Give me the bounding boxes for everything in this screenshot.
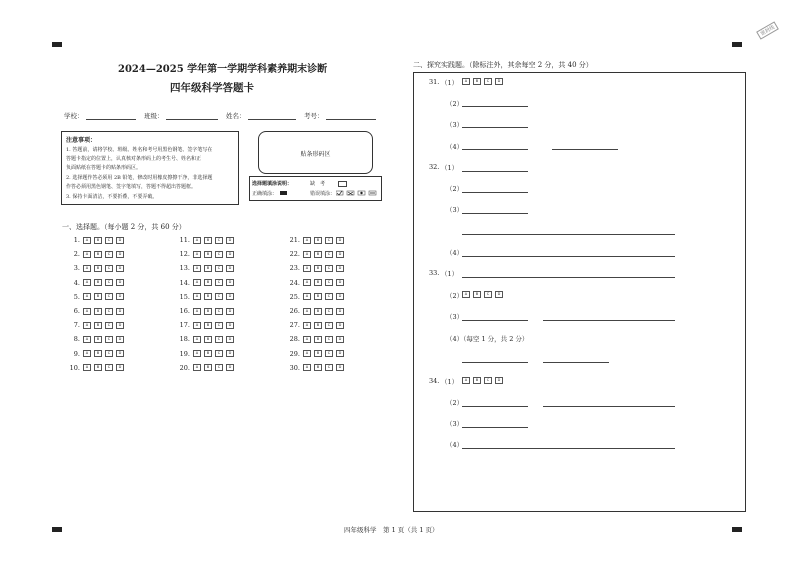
option-a-bubble[interactable]: A [303,364,311,371]
option-d-bubble[interactable]: D [336,293,344,300]
option-c-bubble[interactable]: C [215,322,223,329]
notice-box [61,131,239,205]
q32-part2: （2） [446,185,464,193]
option-c[interactable]: C [484,78,492,85]
option-a-bubble[interactable]: A [193,293,201,300]
mc-question-row [68,321,127,329]
mc-question-number: 24. [289,278,300,287]
option-b-bubble[interactable]: B [204,293,212,300]
option-b-bubble[interactable]: B [314,293,322,300]
q33-number: 33. [429,269,440,277]
option-b-bubble[interactable]: B [94,364,102,371]
option-a-bubble[interactable]: A [303,350,311,357]
option-d-bubble[interactable]: D [336,322,344,329]
option-d-bubble[interactable]: D [116,265,124,272]
exam-number-field[interactable] [326,119,376,120]
option-d-bubble[interactable]: D [226,336,234,343]
q31-answer-line-3[interactable] [462,127,528,128]
option-a-bubble[interactable]: A [193,364,201,371]
mc-question-row [178,279,237,287]
q34-part2: （2） [446,399,464,407]
mc-question-row [288,293,347,301]
mc-question-row [288,236,347,244]
mc-question-row [68,307,127,315]
q33-answer-line-3b[interactable] [543,320,675,321]
option-a-bubble[interactable]: A [193,336,201,343]
mc-question-number: 11. [179,236,190,244]
mc-question-row [288,335,347,343]
option-c-bubble[interactable]: C [325,336,333,343]
registration-mark [732,42,742,47]
mc-question-number: 13. [179,264,190,273]
mc-question-number: 20. [179,363,190,372]
q31-answer-line-4a[interactable] [462,149,528,150]
option-d-bubble[interactable]: D [116,364,124,371]
page-footer: 四年级科学 第 1 页（共 1 页） [344,526,439,534]
option-b-bubble[interactable]: B [94,251,102,258]
q32-answer-line-1[interactable] [462,171,528,172]
option-c-bubble[interactable]: C [325,322,333,329]
mc-question-number: 12. [179,250,190,259]
absent-label: 缺 考 [310,181,326,187]
option-c-bubble[interactable]: C [325,364,333,371]
q34-answer-line-3[interactable] [462,427,528,428]
option-b-bubble[interactable]: B [94,322,102,329]
q32-answer-line-2[interactable] [462,192,528,193]
option-c-bubble[interactable]: C [215,350,223,357]
option-c-bubble[interactable]: C [325,350,333,357]
q33-answer-line-1[interactable] [462,277,675,278]
q34-answer-line-2b[interactable] [543,406,675,407]
q33-options[interactable] [462,291,506,298]
option-c-bubble[interactable]: C [215,265,223,272]
notice-title: 注意事项： [66,137,97,144]
option-b-bubble[interactable]: B [204,350,212,357]
mc-question-number: 23. [289,264,300,273]
mc-question-row [178,264,237,272]
mc-question-number: 7. [73,321,80,330]
option-d-bubble[interactable]: D [336,237,344,244]
notice-line: 负面贴纸在答题卡的贴条形码区。 [66,165,142,171]
notice-line: 1. 答题前，请将学校、班级、姓名和考号用黑色钢笔、签字笔写在 [66,147,213,153]
mc-question-row [288,321,347,329]
option-a-bubble[interactable]: A [303,322,311,329]
q31-number: 31. [429,78,440,86]
mc-question-number: 27. [289,321,300,330]
mc-question-row [288,250,347,258]
option-d-bubble[interactable]: D [116,251,124,258]
option-c-bubble[interactable]: C [215,237,223,244]
option-b-bubble[interactable]: B [204,265,212,272]
option-c-bubble[interactable]: C [215,279,223,286]
mc-question-number: 15. [179,292,190,301]
q33-part2: （2） [446,292,464,300]
q34-answer-line-2a[interactable] [462,406,528,407]
barcode-label: 贴条形码区 [300,151,331,158]
q32-number: 32. [429,163,440,171]
option-b[interactable]: B [473,78,481,85]
option-a-bubble[interactable]: A [193,322,201,329]
exam-title: 2024—2025 学年第一学期学科素养期末诊断 [118,64,328,75]
q33-part1: （1） [441,270,459,278]
option-d-bubble[interactable]: D [226,265,234,272]
mc-question-row [178,307,237,315]
option-a-bubble[interactable]: A [83,293,91,300]
option-c-bubble[interactable]: C [325,293,333,300]
correct-fill-label: 正确填涂： [252,191,278,197]
mc-question-row [288,279,347,287]
option-a-bubble[interactable]: A [303,336,311,343]
option-c-bubble[interactable]: C [325,279,333,286]
q34-answer-line-4[interactable] [462,448,675,449]
option-c-bubble[interactable]: C [105,279,113,286]
q31-part2: （2） [446,100,464,108]
option-a-bubble[interactable]: A [83,279,91,286]
option-c-bubble[interactable]: C [105,322,113,329]
q32-answer-line-3b[interactable] [462,234,675,235]
wrong-fill-label: 错误填涂： [310,191,336,197]
mc-question-number: 9. [73,349,80,358]
mc-question-number: 5. [73,292,80,301]
class-label: 班级： [144,112,164,120]
option-c-bubble[interactable]: C [105,350,113,357]
option-d-bubble[interactable]: D [226,237,234,244]
option-d-bubble[interactable]: D [336,279,344,286]
option-b-bubble[interactable]: B [314,336,322,343]
notice-line: 作答必须用黑色钢笔、签字笔填写，答题不得超出答题框。 [66,184,197,190]
option-d-bubble[interactable]: D [226,279,234,286]
mc-question-number: 29. [289,349,300,358]
mc-question-row [288,264,347,272]
mc-question-row [288,350,347,358]
mc-question-number: 1. [73,236,80,244]
option-d-bubble[interactable]: D [226,364,234,371]
mc-question-number: 10. [69,363,80,372]
q34-options[interactable] [462,377,506,384]
mc-question-number: 18. [179,335,190,344]
option-c-bubble[interactable]: C [105,293,113,300]
mc-question-row [178,364,237,372]
option-d-bubble[interactable]: D [226,293,234,300]
mc-question-row [178,236,237,244]
option-b-bubble[interactable]: B [94,336,102,343]
q34-number: 34. [429,377,440,385]
option-d[interactable]: D [495,291,503,298]
option-c-bubble[interactable]: C [105,308,113,315]
section2-title: 二、探究实践题。（除标注外，其余每空 2 分，共 40 分） [413,61,593,69]
barcode-area [258,131,373,174]
q31-options[interactable] [462,78,506,85]
option-d-bubble[interactable]: D [336,251,344,258]
q33-answer-line-4b[interactable] [543,362,609,363]
mc-question-row [178,250,237,258]
option-b[interactable]: B [473,377,481,384]
option-c-bubble[interactable]: C [215,336,223,343]
option-d-bubble[interactable]: D [336,308,344,315]
option-a-bubble[interactable]: A [83,322,91,329]
option-d-bubble[interactable]: D [116,308,124,315]
option-b-bubble[interactable]: B [204,308,212,315]
registration-mark [52,527,62,532]
option-c-bubble[interactable]: C [105,237,113,244]
option-c-bubble[interactable]: C [215,364,223,371]
option-d-bubble[interactable]: D [116,237,124,244]
option-d[interactable]: D [495,377,503,384]
option-b-bubble[interactable]: B [204,364,212,371]
q31-answer-line-4b[interactable] [552,149,618,150]
q33-answer-line-3a[interactable] [462,320,528,321]
registration-mark [52,42,62,47]
option-c-bubble[interactable]: C [215,308,223,315]
option-d-bubble[interactable]: D [226,322,234,329]
option-b-bubble[interactable]: B [314,265,322,272]
option-d-bubble[interactable]: D [116,279,124,286]
q34-part4: （4） [446,441,464,449]
exam-number-label: 考号： [304,112,324,120]
mc-question-row [68,250,127,258]
mc-question-row [68,293,127,301]
mc-question-number: 26. [289,307,300,315]
option-b-bubble[interactable]: B [314,251,322,258]
option-d-bubble[interactable]: D [226,308,234,315]
school-field[interactable] [86,119,136,120]
option-d-bubble[interactable]: D [116,293,124,300]
mc-question-row [288,307,347,315]
option-b-bubble[interactable]: B [204,251,212,258]
answer-sheet-title: 四年级科学答题卡 [170,82,254,94]
mc-question-row [178,335,237,343]
mc-question-row [68,350,127,358]
mc-question-number: 25. [289,292,300,301]
option-a[interactable]: A [462,377,470,384]
q32-part1: （1） [441,164,459,172]
mc-question-row [178,293,237,301]
option-a-bubble[interactable]: A [303,237,311,244]
option-b-bubble[interactable]: B [94,265,102,272]
mc-question-number: 22. [289,250,300,259]
school-label: 学校： [64,112,84,120]
mc-question-number: 2. [73,250,80,259]
mc-question-number: 3. [73,264,80,273]
fill-legend-box [249,176,382,201]
option-b-bubble[interactable]: B [314,322,322,329]
option-c-bubble[interactable]: C [105,251,113,258]
mc-question-row [68,279,127,287]
option-a-bubble[interactable]: A [193,350,201,357]
correct-fill-sample [280,191,287,195]
q33-part4: （4）（每空 1 分，共 2 分） [446,335,529,343]
option-b[interactable]: B [473,291,481,298]
option-b-bubble[interactable]: B [204,237,212,244]
option-d-bubble[interactable]: D [116,350,124,357]
option-a-bubble[interactable]: A [193,265,201,272]
option-a-bubble[interactable]: A [303,293,311,300]
notice-line: 2. 选择题作答必须用 2B 铅笔，修改时用橡皮擦擦干净，非选择题 [66,175,213,181]
option-d-bubble[interactable]: D [336,364,344,371]
option-b-bubble[interactable]: B [314,364,322,371]
option-a-bubble[interactable]: A [303,279,311,286]
option-a-bubble[interactable]: A [303,251,311,258]
corner-stamp: 密封线 [756,21,779,39]
mc-question-number: 16. [179,307,190,315]
option-c-bubble[interactable]: C [105,364,113,371]
option-c[interactable]: C [484,291,492,298]
option-b-bubble[interactable]: B [314,237,322,244]
option-c[interactable]: C [484,377,492,384]
mc-question-number: 30. [289,363,300,372]
option-c-bubble[interactable]: C [105,265,113,272]
notice-line: 3. 保持卡面清洁，不要折叠，不要弄破。 [66,194,158,200]
mc-question-row [68,364,127,372]
mc-question-row [68,335,127,343]
q33-answer-line-4a[interactable] [462,362,528,363]
option-a-bubble[interactable]: A [83,336,91,343]
option-b-bubble[interactable]: B [314,350,322,357]
option-d[interactable]: D [495,78,503,85]
section1-title: 一、选择题。（每小题 2 分，共 60 分） [62,223,186,231]
option-d-bubble[interactable]: D [336,336,344,343]
option-c-bubble[interactable]: C [325,265,333,272]
option-b-bubble[interactable]: B [94,308,102,315]
option-a-bubble[interactable]: A [303,308,311,315]
option-a-bubble[interactable]: A [303,265,311,272]
option-a[interactable]: A [462,291,470,298]
mc-question-row [288,364,347,372]
option-b-bubble[interactable]: B [94,350,102,357]
q33-part3: （3） [446,313,464,321]
option-a-bubble[interactable]: A [83,364,91,371]
class-field[interactable] [166,119,218,120]
name-field[interactable] [248,119,296,120]
mc-question-row [178,321,237,329]
q32-part3: （3） [446,206,464,214]
option-a-bubble[interactable]: A [83,350,91,357]
mc-question-number: 21. [289,236,300,244]
option-b-bubble[interactable]: B [94,293,102,300]
q31-part4: （4） [446,143,464,151]
option-b-bubble[interactable]: B [204,336,212,343]
option-c-bubble[interactable]: C [325,308,333,315]
option-d-bubble[interactable]: D [226,251,234,258]
name-label: 姓名： [226,112,246,120]
q32-answer-line-4[interactable] [462,256,675,257]
q31-part3: （3） [446,121,464,129]
option-d-bubble[interactable]: D [336,350,344,357]
option-a-bubble[interactable]: A [193,251,201,258]
option-d-bubble[interactable]: D [116,322,124,329]
option-c-bubble[interactable]: C [105,336,113,343]
option-a-bubble[interactable]: A [83,251,91,258]
mc-question-row [68,236,127,244]
q34-part1: （1） [441,378,459,386]
option-b-bubble[interactable]: B [204,322,212,329]
option-b-bubble[interactable]: B [314,308,322,315]
option-a-bubble[interactable]: A [83,265,91,272]
option-c-bubble[interactable]: C [325,251,333,258]
fill-legend-title: 选择题填涂说明： [252,181,293,187]
mc-question-row [68,264,127,272]
registration-mark [732,527,742,532]
absent-checkbox[interactable] [338,181,347,187]
mc-question-number: 28. [289,335,300,344]
mc-question-number: 14. [179,278,190,287]
mc-question-number: 4. [73,278,80,287]
option-a-bubble[interactable]: A [193,237,201,244]
q32-answer-line-3[interactable] [462,213,528,214]
option-c-bubble[interactable]: C [215,251,223,258]
q31-part1: （1） [441,79,459,87]
mc-question-number: 6. [73,307,80,315]
mc-question-row [178,350,237,358]
option-d-bubble[interactable]: D [336,265,344,272]
option-a-bubble[interactable]: A [193,308,201,315]
option-d-bubble[interactable]: D [226,350,234,357]
q31-answer-line-2[interactable] [462,106,528,107]
wrong-fill-samples [336,190,378,197]
mc-question-number: 19. [179,349,190,358]
option-b-bubble[interactable]: B [94,279,102,286]
option-a-bubble[interactable]: A [83,308,91,315]
q34-part3: （3） [446,420,464,428]
option-d-bubble[interactable]: D [116,336,124,343]
option-b-bubble[interactable]: B [94,237,102,244]
option-c-bubble[interactable]: C [325,237,333,244]
option-a-bubble[interactable]: A [193,279,201,286]
q32-part4: （4） [446,249,464,257]
mc-question-number: 8. [73,335,80,344]
option-a[interactable]: A [462,78,470,85]
option-c-bubble[interactable]: C [215,293,223,300]
option-a-bubble[interactable]: A [83,237,91,244]
option-b-bubble[interactable]: B [314,279,322,286]
mc-question-number: 17. [179,321,190,330]
option-b-bubble[interactable]: B [204,279,212,286]
notice-line: 答题卡指定的位置上，认真核对条形码上的考生号、姓名和正 [66,156,202,162]
